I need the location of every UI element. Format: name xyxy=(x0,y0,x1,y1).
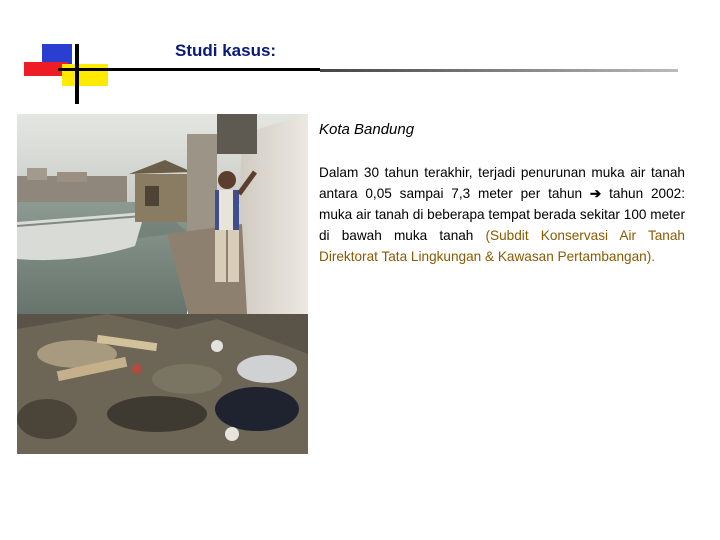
polluted-waterfront-photo xyxy=(17,114,308,454)
case-study-text xyxy=(319,120,685,267)
decor-title-underline xyxy=(320,69,678,72)
decor-vertical-line xyxy=(75,44,79,104)
slide-body xyxy=(319,162,685,267)
source-citation: (Subdit Konservasi Air Tanah Direktorat Tata Lingkungan & Kawasan Pertambangan). xyxy=(319,228,685,264)
body-text-part1: Dalam 30 tahun terakhir, terjadi penurunan muka air tanah antara 0,05 sampai 7,3 meter per tahun xyxy=(319,165,685,201)
right-arrow-icon: ➔ xyxy=(589,186,602,201)
decor-horizontal-line xyxy=(58,68,320,71)
body-text-part2: tahun 2002: muka air tanah di beberapa tempat berada sekitar 100 meter di bawah muka tanah xyxy=(319,186,685,243)
slide-subtitle: Kota Bandung xyxy=(319,121,415,138)
slide-title: Studi kasus: xyxy=(175,41,277,60)
